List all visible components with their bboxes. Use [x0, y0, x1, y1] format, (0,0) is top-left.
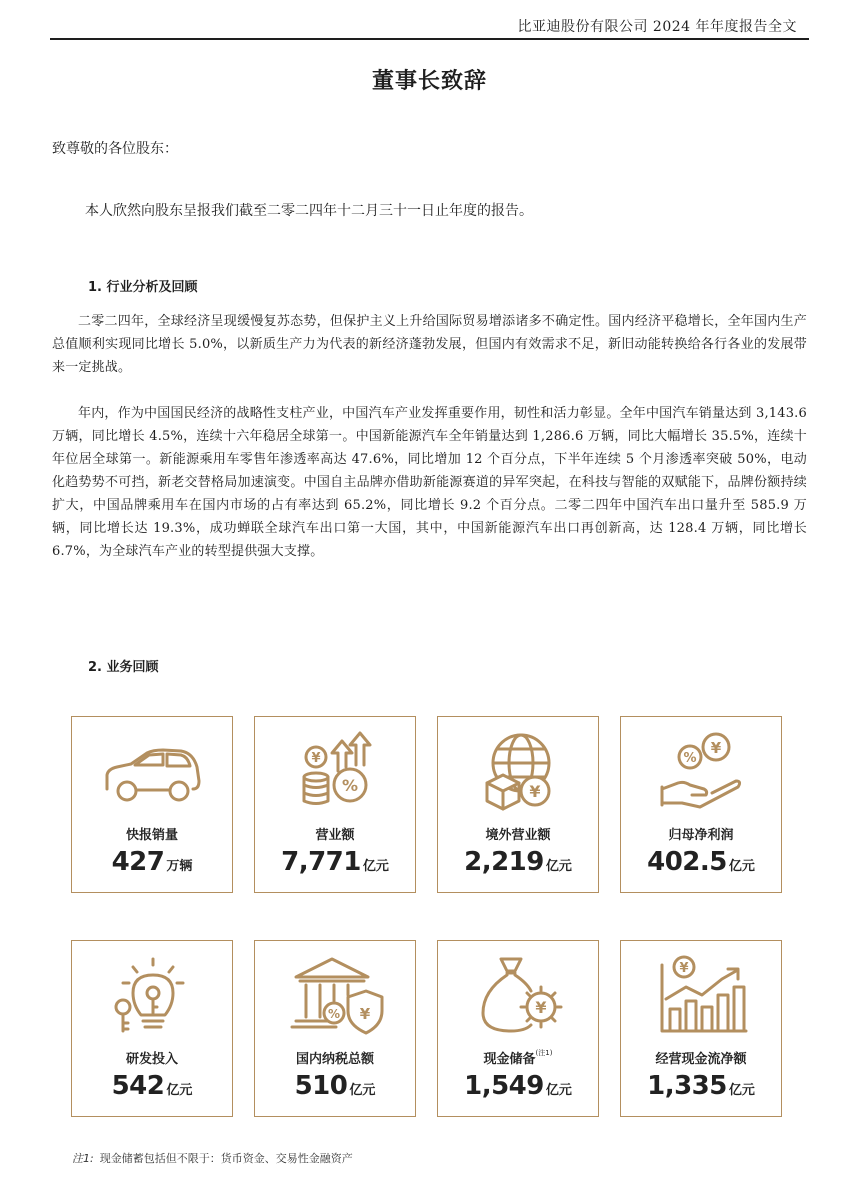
metric-label: 快报销量 — [125, 828, 178, 843]
metric-label: 现金储备$^{(注1)}$ — [483, 1049, 553, 1067]
salutation: 致尊敬的各位股东： — [52, 141, 178, 157]
svg-text:¥: ¥ — [535, 998, 547, 1017]
bar-chart-coin-icon — [652, 955, 752, 1035]
bank-shield-icon — [286, 955, 386, 1035]
page-title: 董事长致辞 — [371, 69, 487, 94]
metric-value: 1,335 亿元 — [647, 1071, 755, 1101]
coins-growth-icon — [286, 731, 386, 811]
metric-label: 国内纳税总额 — [295, 1052, 374, 1067]
metric-value: 510 亿元 — [294, 1071, 376, 1101]
svg-text:¥: ¥ — [311, 751, 321, 766]
svg-text:%: % — [341, 776, 359, 795]
metric-value: 427 万辆 — [111, 847, 193, 877]
metric-value: 542 亿元 — [111, 1071, 193, 1101]
metric-label: 研发投入 — [125, 1052, 178, 1067]
header-rule — [50, 38, 809, 40]
report-header: 比亚迪股份有限公司 2024 年年度报告全文 — [517, 19, 797, 35]
metric-card-overseas-revenue — [437, 716, 599, 893]
paragraph: 二零二四年，全球经济呈现缓慢复苏态势，但保护主义上升给国际贸易增添诸多不确定性。国内经济平稳增长，全年国内生产总值顺利实现同比增长 5.0%，以新质生产力为代表的新经济蓬勃发展，但国内有效需求不足，新旧动能转换给各行各业的发展带来一定挑战。 — [52, 314, 807, 375]
metric-card-domestic-tax — [254, 940, 416, 1117]
svg-text:¥: ¥ — [359, 1005, 371, 1023]
metric-value: 402.5 亿元 — [647, 847, 755, 877]
intro-paragraph: 本人欣然向股东呈报我们截至二零二四年十二月三十一日止年度的报告。 — [85, 203, 533, 219]
svg-text:¥: ¥ — [679, 961, 689, 976]
car-icon — [103, 731, 203, 811]
footnote-mark: (注1) — [535, 1049, 553, 1057]
metric-card-rd-investment — [71, 940, 233, 1117]
hand-coins-icon — [652, 731, 752, 811]
metric-label: 境外营业额 — [485, 828, 551, 843]
globe-package-icon — [469, 731, 569, 811]
money-bag-gear-icon — [469, 955, 569, 1035]
lightbulb-key-icon — [103, 955, 203, 1035]
metric-value: 1,549 亿元 — [464, 1071, 572, 1101]
metric-card-revenue — [254, 716, 416, 893]
metric-value: 7,771 亿元 — [281, 847, 389, 877]
svg-text:%: % — [327, 1007, 341, 1021]
svg-text:¥: ¥ — [710, 739, 722, 757]
svg-text:¥: ¥ — [529, 782, 541, 801]
svg-text:%: % — [683, 751, 697, 766]
metric-card-operating-cash-flow — [620, 940, 782, 1117]
section-heading-industry: 1. 行业分析及回顾 — [88, 280, 198, 295]
metric-card-sales-volume — [71, 716, 233, 893]
section-heading-business: 2. 业务回顾 — [88, 660, 159, 675]
metric-label: 营业额 — [315, 828, 355, 843]
metric-label: 归母净利润 — [668, 828, 734, 843]
metric-value: 2,219 亿元 — [464, 847, 572, 877]
metric-card-cash-reserve — [437, 940, 599, 1117]
paragraph: 年内，作为中国国民经济的战略性支柱产业，中国汽车产业发挥重要作用，韧性和活力彰显。全年中国汽车销量达到 3,143.6 万辆，同比增长 4.5%，连续十六年稳居全球第一。中国新能源汽车全年销量达到 1,286.6 万辆，同比大幅增长 35.5%，连续十年位居全球第一。新能源乘用车零售年渗透率高达 47.6%，同比增加 12 个百分点，下半年连续 5 个月渗透率突破 50%，电动化趋势势不可挡，新老交替格局加速演变。中国自主品牌亦借助新能源赛道的异军突起，在科技与智能的双赋能下，品牌份额持续扩大，中国品牌乘用车在国内市场的占有率达到 65.2%，同比增长 9.2 个百分点。二零二四年中国汽车出口量升至 585.9 万辆，同比增长达 19.3%，成功蝉联全球汽车出口第一大国，其中，中国新能源汽车出口再创新高，达 128.4 万辆，同比增长 6.7%，为全球汽车产业的转型提供强大支撑。 — [52, 406, 807, 559]
metric-label: 经营现金流净额 — [655, 1052, 747, 1067]
footnote: 注1: 现金储蓄包括但不限于：货币资金、交易性金融资产 — [72, 1152, 353, 1165]
metric-card-net-profit — [620, 716, 782, 893]
